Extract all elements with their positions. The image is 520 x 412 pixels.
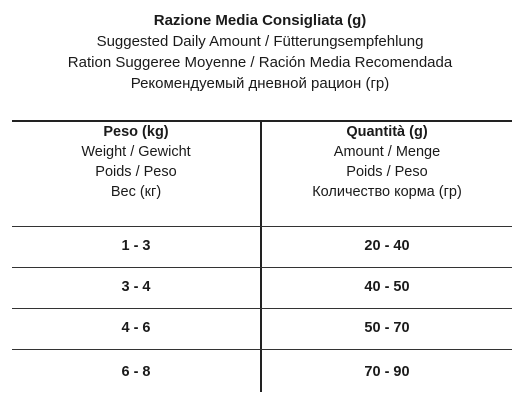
header-amount-sub3: Количество корма (гр) xyxy=(312,184,462,200)
table-row xyxy=(12,308,512,348)
table-row xyxy=(12,352,512,392)
header-weight xyxy=(12,122,260,202)
amount-cell: 50 - 70 xyxy=(364,320,410,336)
title-french-spanish: Ration Suggeree Moyenne / Ración Media Recomendada xyxy=(67,54,453,71)
weight-cell: 6 - 8 xyxy=(121,364,151,380)
title-block xyxy=(0,10,520,94)
header-amount-title: Quantità (g) xyxy=(346,124,428,140)
row-separator xyxy=(12,349,512,350)
title-russian: Рекомендуемый дневной рацион (гр) xyxy=(130,75,390,92)
amount-cell: 20 - 40 xyxy=(364,238,410,254)
amount-cell: 40 - 50 xyxy=(364,279,410,295)
weight-cell: 3 - 4 xyxy=(121,279,151,295)
header-amount xyxy=(262,122,512,202)
table-row xyxy=(12,226,512,266)
title-english-german: Suggested Daily Amount / Fütterungsempfehlung xyxy=(96,33,424,50)
header-amount-sub1: Amount / Menge xyxy=(333,144,441,160)
header-amount-sub2: Poids / Peso xyxy=(346,164,428,180)
title-italian: Razione Media Consigliata (g) xyxy=(153,12,367,29)
table-row xyxy=(12,267,512,307)
header-weight-sub2: Poids / Peso xyxy=(95,164,177,180)
header-weight-sub3: Вес (кг) xyxy=(110,184,162,200)
weight-cell: 4 - 6 xyxy=(121,320,151,336)
weight-cell: 1 - 3 xyxy=(121,238,151,254)
header-weight-title: Peso (kg) xyxy=(103,124,169,140)
header-weight-sub1: Weight / Gewicht xyxy=(81,144,191,160)
feeding-table xyxy=(12,120,512,392)
amount-cell: 70 - 90 xyxy=(364,364,410,380)
